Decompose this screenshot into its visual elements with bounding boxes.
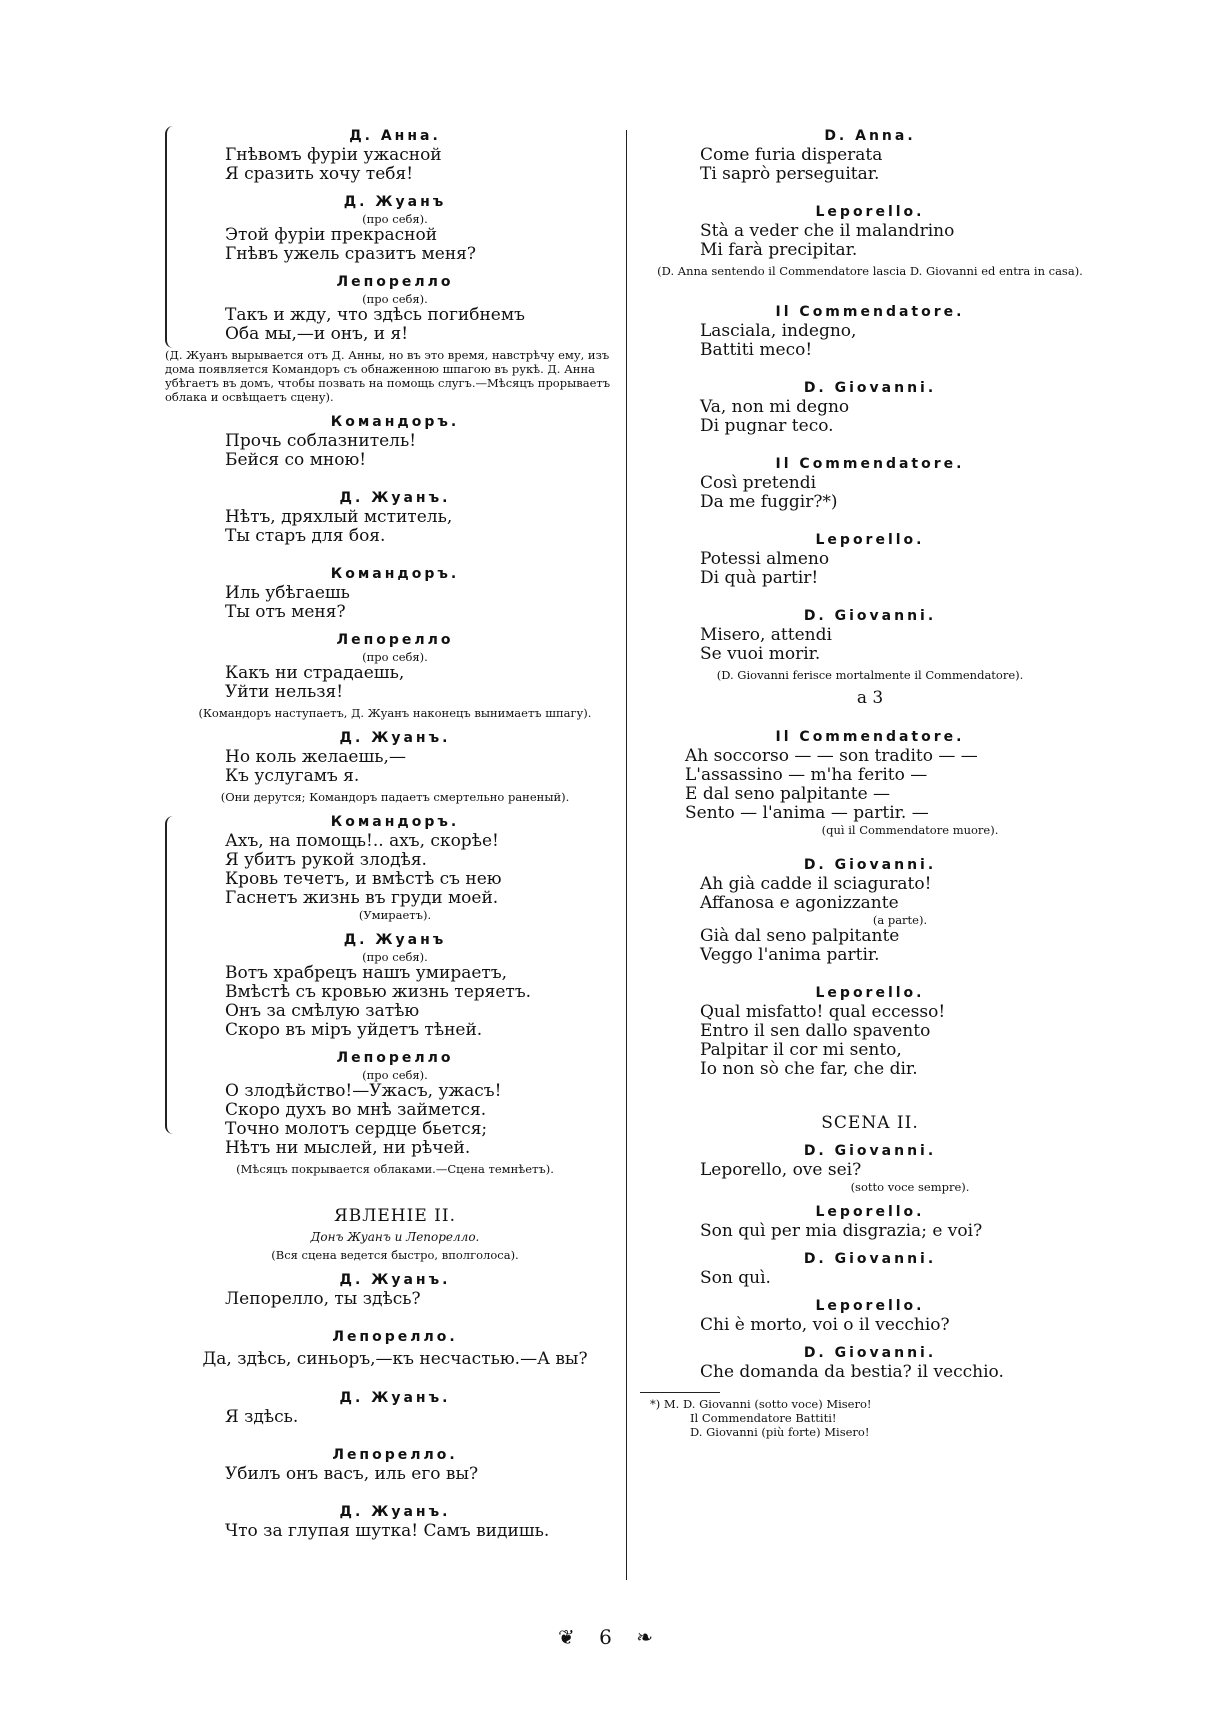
speaker: Д. Жуанъ. (339, 730, 451, 746)
verse-line: Я сразить хочу тебя! (225, 164, 414, 184)
aside: (про себя). (362, 292, 428, 306)
aside: (про себя). (362, 950, 428, 964)
verse-line: Mi farà precipitar. (700, 240, 858, 260)
stage-direction: (Вся сцена ведется быстро, вполголоса). (271, 1248, 519, 1262)
verse-line: Da me fuggir?*) (700, 492, 838, 512)
aside: (про себя). (362, 212, 428, 226)
speaker: Д. Жуанъ (343, 932, 447, 948)
aside: (про себя). (362, 650, 428, 664)
verse-line: Io non sò che far, che dir. (700, 1059, 918, 1079)
verse-line: Вотъ храбрецъ нашъ умираетъ, (225, 963, 508, 983)
verse-line: Вмѣстѣ съ кровью жизнь теряетъ. (225, 982, 532, 1002)
speaker: Лепорелло. (332, 1447, 458, 1463)
speaker: Д. Жуанъ. (339, 1390, 451, 1406)
speaker: Лепорелло (336, 1050, 454, 1066)
stage-direction: (Они дерутся; Командоръ падаетъ смертельно раненый). (220, 790, 570, 804)
verse-line: Да, здѣсь, синьоръ,—къ несчастью.—А вы? (202, 1349, 588, 1369)
page-number (0, 1625, 1211, 1649)
verse-line: Di quà partir! (700, 568, 819, 588)
verse-line: Онъ за смѣлую затѣю (225, 1001, 420, 1021)
page-number-value: 6 (599, 1625, 612, 1649)
stage-direction: (Командоръ наступаетъ, Д. Жуанъ наконецъ вынимаетъ шпагу). (198, 706, 592, 720)
verse-line: Убилъ онъ васъ, иль его вы? (225, 1464, 479, 1484)
ensemble-marker: a 3 (856, 688, 884, 708)
speaker: Командоръ. (330, 566, 460, 582)
verse-line: Chi è morto, voi o il vecchio? (700, 1315, 950, 1335)
verse-line: Qual misfatto! qual eccesso! (700, 1002, 946, 1022)
verse-line: Скоро въ мiръ уйдетъ тѣней. (225, 1020, 483, 1040)
verse-line: Potessi almeno (700, 549, 830, 569)
brace (165, 816, 175, 1134)
verse-line: Entro il sen dallo spavento (700, 1021, 931, 1041)
scene-heading: SCENA II. (821, 1113, 919, 1133)
verse-line: Misero, attendi (700, 625, 832, 645)
verse-line: Se vuoi morir. (700, 644, 821, 664)
speaker: D. Giovanni. (803, 1251, 937, 1267)
verse-line: Ахъ, на помощь!.. ахъ, скорѣе! (225, 831, 499, 851)
speaker: Д. Анна. (349, 128, 441, 144)
trio-block-1 (165, 126, 625, 344)
verse-line: Son quì per mia disgrazia; e voi? (700, 1221, 983, 1241)
footnote-line: *) M. D. Giovanni (sotto voce) Misero! (650, 1397, 872, 1411)
verse-line: Lasciala, indegno, (700, 321, 857, 341)
verse-line: Скоро духъ во мнѣ займется. (225, 1100, 487, 1120)
brace (165, 126, 175, 348)
speaker: D. Giovanni. (803, 1143, 937, 1159)
speaker: D. Giovanni. (803, 608, 937, 624)
verse-line: Affanosa e agonizzante (700, 893, 899, 913)
verse-line: О злодѣйство!—Ужасъ, ужасъ! (225, 1081, 502, 1101)
verse-line: Ты старъ для боя. (225, 526, 386, 546)
verse-line: Che domanda da bestia? il vecchio. (700, 1362, 1004, 1382)
speaker: Лепорелло. (332, 1329, 458, 1345)
verse-line: Veggo l'anima partir. (700, 945, 880, 965)
stage-direction: (quì il Commendatore muore). (821, 823, 999, 837)
speaker: Il Commendatore. (775, 304, 965, 320)
stage-direction: (D. Anna sentendo il Commendatore lascia D. Giovanni ed entra in casa). (657, 264, 1083, 278)
verse-line: Гнѣвъ ужель сразитъ меня? (225, 244, 477, 264)
aside: (Умираетъ). (358, 908, 432, 922)
speaker: Leporello. (815, 1204, 925, 1220)
aside: (a parte). (872, 913, 928, 927)
verse-line: Гнѣвомъ фурiи ужасной (225, 145, 442, 165)
footnote-line: D. Giovanni (più forte) Misero! (690, 1425, 870, 1439)
verse-line: Бейся со мною! (225, 450, 367, 470)
speaker: D. Giovanni. (803, 380, 937, 396)
verse-line: Ti saprò perseguitar. (700, 164, 880, 184)
verse-line: Прочь соблазнитель! (225, 431, 417, 451)
verse-line: Stà a veder che il malandrino (700, 221, 955, 241)
verse-line: Но коль желаешь,— (225, 747, 406, 767)
verse-line: L'assassino — m'ha ferito — (685, 765, 928, 785)
speaker: Командоръ. (330, 814, 460, 830)
speaker: D. Anna. (824, 128, 916, 144)
aside: (про себя). (362, 1068, 428, 1082)
verse-line: Нѣтъ ни мыслей, ни рѣчей. (225, 1138, 471, 1158)
verse-line: Ah soccorso — — son tradito — — (685, 746, 978, 766)
column-divider (626, 130, 627, 1580)
verse-line: Точно молотъ сердце бьется; (225, 1119, 488, 1139)
speaker: Лепорелло (336, 632, 454, 648)
verse-line: Come furia disperata (700, 145, 883, 165)
verse-line: Battiti meco! (700, 340, 813, 360)
speaker: D. Giovanni. (803, 1345, 937, 1361)
speaker: Д. Жуанъ. (339, 1272, 451, 1288)
verse-line: Какъ ни страдаешь, (225, 663, 405, 683)
verse-line: Va, non mi degno (700, 397, 850, 417)
stage-direction: (Мѣсяцъ покрывается облаками.—Сцена темнѣетъ). (236, 1162, 554, 1176)
verse-line: Я здѣсь. (225, 1407, 299, 1427)
verse-line: Такъ и жду, что здѣсь погибнемъ (225, 305, 525, 325)
speaker: Leporello. (815, 532, 925, 548)
speaker: Il Commendatore. (775, 729, 965, 745)
verse-line: Этой фурiи прекрасной (225, 225, 438, 245)
verse-line: E dal seno palpitante — (685, 784, 891, 804)
speaker: Il Commendatore. (775, 456, 965, 472)
verse-line: Я убитъ рукой злодѣя. (225, 850, 427, 870)
verse-line: Иль убѣгаешь (225, 583, 350, 603)
speaker: Leporello. (815, 985, 925, 1001)
verse-line: Что за глупая шутка! Самъ видишь. (225, 1521, 550, 1541)
verse-line: Лепорелло, ты здѣсь? (225, 1289, 421, 1309)
verse-line: Di pugnar teco. (700, 416, 834, 436)
verse-line: Оба мы,—и онъ, и я! (225, 324, 409, 344)
stage-direction: (Д. Жуанъ вырывается отъ Д. Анны, но въ это время, навстрѣчу ему, изъ дома появляется Командоръ съ обнаженною шпагою въ рукѣ. Д. Анна убѣгаетъ въ домъ, чтобы позвать на помощь слугъ.—Мѣсяцъ прорываетъ облака и освѣщаетъ сцену). (165, 348, 611, 404)
verse-line: Уйти нельзя! (225, 682, 344, 702)
verse-line: Leporello, ove sei? (700, 1160, 862, 1180)
ornament-left-icon: ❦ (558, 1625, 575, 1649)
verse-line: Palpitar il cor mi sento, (700, 1040, 902, 1060)
speaker: Д. Жуанъ. (339, 1504, 451, 1520)
scene-personae: Донъ Жуанъ и Лепорелло. (310, 1230, 480, 1244)
verse-line: Къ услугамъ я. (225, 766, 360, 786)
speaker: Leporello. (815, 204, 925, 220)
stage-direction: (D. Giovanni ferisce mortalmente il Commendatore). (716, 668, 1024, 682)
scene-heading: ЯВЛЕНIЕ II. (333, 1206, 456, 1226)
speaker: Командоръ. (330, 414, 460, 430)
speaker: Leporello. (815, 1298, 925, 1314)
footnote-line: Il Commendatore Battiti! (690, 1411, 837, 1425)
aside: (sotto voce sempre). (850, 1180, 970, 1194)
verse-line: Già dal seno palpitante (700, 926, 900, 946)
trio-block-2 (165, 812, 625, 1158)
verse-line: Sento — l'anima — partir. — (685, 803, 929, 823)
speaker: Лепорелло (336, 274, 454, 290)
verse-line: Ты отъ меня? (225, 602, 346, 622)
right-column-italian (640, 118, 1100, 1439)
speaker: Д. Жуанъ (343, 194, 447, 210)
left-column-russian (165, 118, 625, 1541)
verse-line: Son quì. (700, 1268, 771, 1288)
verse-line: Così pretendi (700, 473, 817, 493)
verse-line: Кровь течетъ, и вмѣстѣ съ нею (225, 869, 502, 889)
ornament-right-icon: ❧ (636, 1625, 653, 1649)
speaker: Д. Жуанъ. (339, 490, 451, 506)
verse-line: Ah già cadde il sciagurato! (700, 874, 932, 894)
footnote-rule (640, 1392, 720, 1393)
verse-line: Гаснетъ жизнь въ груди моей. (225, 888, 499, 908)
verse-line: Нѣтъ, дряхлый мститель, (225, 507, 453, 527)
speaker: D. Giovanni. (803, 857, 937, 873)
